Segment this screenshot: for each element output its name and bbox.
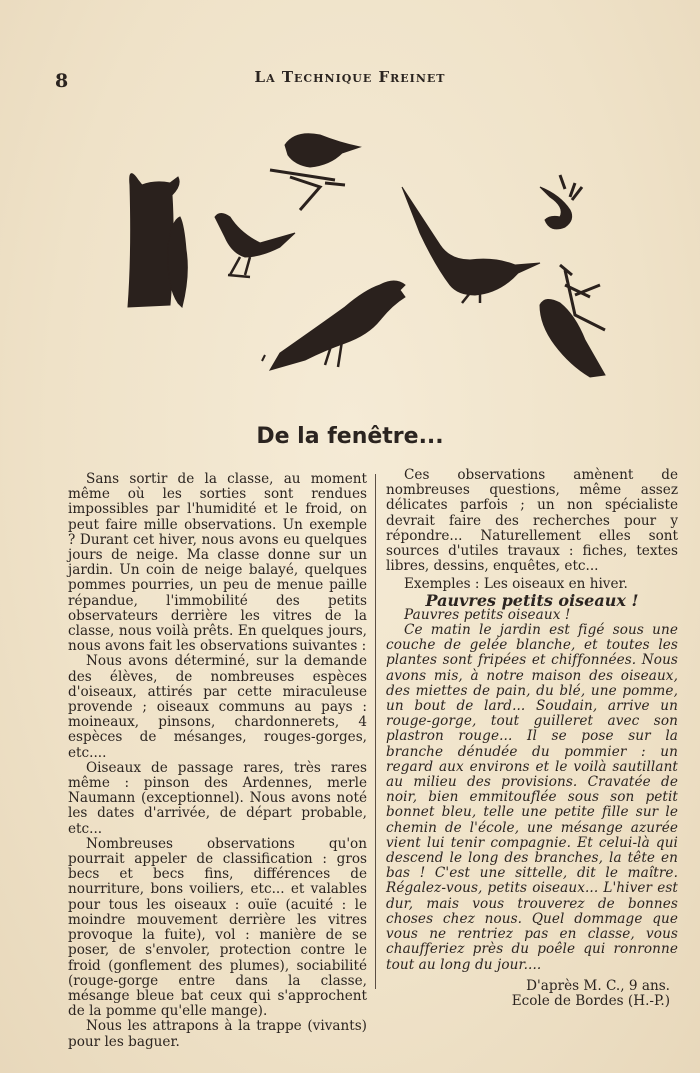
paragraph: Oiseaux de passage rares, très rares même : pinson des Ardennes, merle Naumann (exceptionnel). Nous avons noté les dates d'arrivée, de départ probable, etc... bbox=[68, 759, 367, 837]
long-tailed-bird-icon bbox=[402, 187, 540, 295]
crow-icon bbox=[270, 281, 405, 370]
signature-school: Ecole de Bordes (H.-P.) bbox=[511, 992, 670, 1009]
paragraph: Nombreuses observations qu'on pourrait appeler de classification : gros becs et becs fins, différences de nourriture, bons voiliers, etc... et valables pour tous les oiseaux : ouïe (acuité : le moindre mouvement derrière les vitres provoque la fuite), vol : manière de se poser, de s'envoler, protection contre le froid (gonflement des plumes), sociabilité (rouge-gorge entre dans la classe, mésange bleue bat ceux qui s'approchent de la pomme qu'elle mange). bbox=[68, 835, 367, 1020]
left-column bbox=[68, 472, 367, 1050]
poem-body: Ce matin le jardin est figé sous une couche de gelée blanche, et toutes les plantes sont fripées et chiffonnées. Nous avons mis, à notre maison des oiseaux, des miettes de pain, du blé, une pomme, un bout de lard... Soudain, arrive un rouge-gorge, tout guilleret avec son plastron rouge... Il se pose sur la branche dénudée du pommier : un regard aux environs et le voilà sautillant au milieu des provisions. Cravatée de noir, bien emmitouflée sous son petit bonnet bleu, telle une petite fille sur le chemin de l'école, une mésange azurée vient lui tenir compagnie. Et celui-là qui descend le long des branches, la tête en bas ! C'est une sittelle, dit le maître. Régalez-vous, petits oiseaux... L'hiver est dur, mais vous trouverez de bonnes choses chez nous. Quel dommage que vous ne rentriez pas en classe, vous chaufferiez près du poêle qui ronronne tout au long du jour.... bbox=[386, 622, 678, 973]
flying-bird-icon bbox=[540, 187, 572, 229]
paragraph: Nous avons déterminé, sur la demande des élèves, de nombreuses espèces d'oiseaux, attirés par cette miraculeuse provende ; oiseaux communs au pays : moineaux, pinsons, chardonnerets, 4 espèces de mésanges, rouges-gorges, etc.... bbox=[68, 653, 367, 761]
birds-silhouette-illustration bbox=[120, 125, 620, 385]
paragraph: Nous les attrapons à la trappe (vivants) pour les baguer. bbox=[68, 1018, 367, 1050]
poem-title: Pauvres petits oiseaux ! bbox=[425, 590, 639, 610]
running-header: La Technique Freinet bbox=[254, 68, 446, 86]
signature-author: D'après M. C., 9 ans. bbox=[526, 977, 670, 994]
poem bbox=[386, 608, 678, 973]
column-divider bbox=[375, 474, 376, 989]
paragraph: Ces observations amènent de nombreuses questions, même assez délicates parfois ; un non spécialiste devrait faire des recherches pour y répondre... Naturellement elles sont sources d'utiles travaux : fiches, textes libres, dessins, enquêtes, etc... bbox=[386, 467, 678, 575]
small-bird-icon bbox=[215, 214, 295, 258]
signature bbox=[386, 979, 678, 1009]
examples-line: Exemples : Les oiseaux en hiver. bbox=[404, 576, 628, 593]
perched-bird-right-icon bbox=[540, 299, 605, 377]
paragraph: Sans sortir de la classe, au moment même où les sorties sont rendues impossibles par l'humidité et le froid, on peut faire mille observations. Un exemple ? Durant cet hiver, nous avons eu quelques jours de neige. Ma classe donne sur un jardin. Un coin de neige balayé, quelques pommes pourries, un peu de menue paille répandue, l'immobilité des petits observateurs derrière les vitres de la classe, nous voilà prêts. En quelques jours, nous avons fait les observations suivantes : bbox=[68, 471, 367, 655]
top-bird-icon bbox=[285, 134, 360, 167]
page-number: 8 bbox=[55, 70, 69, 92]
branch-icon bbox=[270, 170, 345, 210]
article-title: De la fenêtre... bbox=[256, 424, 444, 449]
right-column bbox=[386, 468, 678, 1009]
poem-opening-line: Pauvres petits oiseaux ! bbox=[404, 606, 571, 623]
